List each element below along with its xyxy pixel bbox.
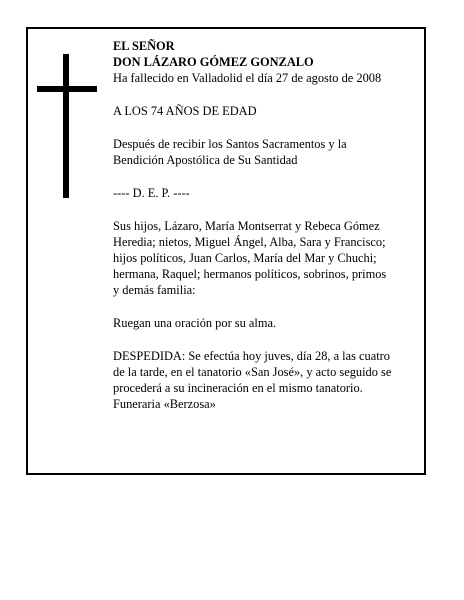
family-line: hijos políticos, Juan Carlos, María del Mar y Chuchi; [113, 251, 377, 265]
cross-horizontal-bar [37, 86, 97, 92]
age-block [113, 103, 421, 119]
rip-block [113, 185, 421, 201]
family-line: Sus hijos, Lázaro, María Montserrat y Rebeca Gómez [113, 219, 380, 233]
latin-cross-icon [37, 54, 97, 198]
family-line: y demás familia: [113, 283, 196, 297]
obituary-text [113, 38, 421, 412]
header-block [113, 38, 421, 86]
farewell-line: procederá a su incineración en el mismo tanatorio. [113, 381, 363, 395]
title-line: EL SEÑOR [113, 39, 175, 53]
death-announcement: Ha fallecido en Valladolid el día 27 de agosto de 2008 [113, 71, 382, 85]
cross-vertical-bar [63, 54, 69, 198]
sacraments-block [113, 136, 421, 168]
age-line: A LOS 74 AÑOS DE EDAD [113, 104, 257, 118]
family-line: Heredia; nietos, Miguel Ángel, Alba, Sara y Francisco; [113, 235, 386, 249]
prayer-block [113, 315, 421, 331]
rip-line: ---- D. E. P. ---- [113, 186, 190, 200]
prayer-line: Ruegan una oración por su alma. [113, 316, 277, 330]
deceased-name: DON LÁZARO GÓMEZ GONZALO [113, 55, 314, 69]
farewell-line: DESPEDIDA: Se efectúa hoy juves, día 28, a las cuatro [113, 349, 390, 363]
family-block [113, 218, 421, 298]
sacraments-line: Bendición Apostólica de Su Santidad [113, 153, 298, 167]
family-line: hermana, Raquel; hermanos políticos, sobrinos, primos [113, 267, 387, 281]
funeral-home-line: Funeraria «Berzosa» [113, 397, 216, 411]
sacraments-line: Después de recibir los Santos Sacramentos y la [113, 137, 347, 151]
farewell-line: de la tarde, en el tanatorio «San José», y acto seguido se [113, 365, 392, 379]
farewell-block [113, 348, 421, 412]
